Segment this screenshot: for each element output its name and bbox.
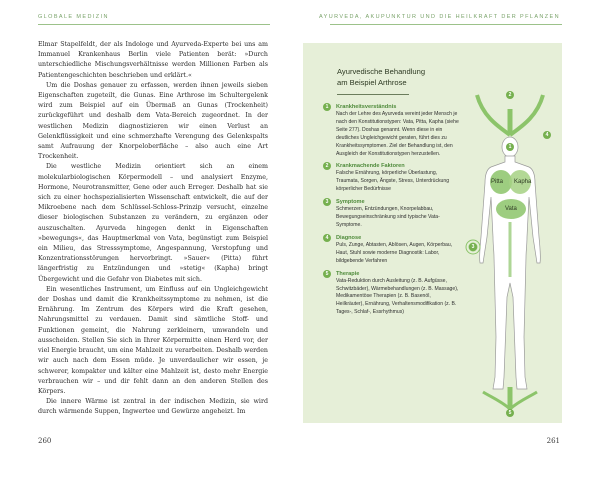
section-body: Schmerzen, Entzündungen, Knorpelabbau, Bewegungseinschränkung sind typische Vata-Symptome. xyxy=(336,206,440,228)
page-header-left: GLOBALE MEDIZIN xyxy=(38,14,109,20)
marker-1: 1 xyxy=(506,143,514,151)
section-heading-text: Therapie xyxy=(336,270,360,277)
flow-arrow xyxy=(510,392,537,409)
flow-arrow xyxy=(510,95,543,135)
body-figure xyxy=(463,87,557,419)
page-number-left: 260 xyxy=(38,437,52,445)
left-page-body xyxy=(38,40,268,418)
page-number-right: 261 xyxy=(546,437,560,445)
panel-subtitle-line: am Beispiel Arthrose xyxy=(337,77,407,87)
pitta-label: Pitta xyxy=(491,179,504,185)
section-heading xyxy=(323,103,459,111)
header-rule-left xyxy=(38,24,270,25)
section-heading-text: Symptome xyxy=(336,199,365,206)
number-badge: 4 xyxy=(323,234,331,242)
number-badge: 1 xyxy=(323,103,331,111)
paragraph: Elmar Stapelfeldt, der als Indologe und Ayurveda-Experte bei uns am Immanuel Krankenhaus Berlin viele Patienten berät: »Durch unterschiedliche Mischungsverhältnisse werden Millionen Farben als Patientengeschichten beschrieben und erklärt.« xyxy=(38,41,268,79)
info-panel xyxy=(303,43,562,423)
header-rule-right xyxy=(330,24,562,25)
paragraph: Um die Doshas genauer zu erfassen, werden ihnen jeweils sieben Eigenschaften zugeteilt, die Gunas. Eine Arthrose im Schultergelenk wird zum Beispiel auf ein Übermaß an Gunas (Trockenheit) zurückgeführt und deshalb dem Vata-Bereich zugeordnet. In der westlichen Medizin diagnostizieren wir einen Verlust an Gelenkflüssigkeit und eine schmerzhafte Verengung des Gelenkspalts samt Aufrauung der Knorpeloberfläche – also auch eine Art Trockenheit. xyxy=(38,81,268,161)
panel-divider xyxy=(337,94,409,95)
marker-3: 3 xyxy=(469,243,477,251)
marker-2: 2 xyxy=(506,91,514,99)
section-body: Puls, Zunge, Abtasten, Ablösen, Augen, Körperbau, Haut, Stuhl sowie moderne Diagnostik: Labor, bildgebende Verfahren xyxy=(336,241,453,264)
section-factors xyxy=(323,162,459,194)
paragraph: Ein wesentliches Instrument, um Einfluss auf ein Ungleichgewicht der Doshas und damit die Krankheitssymptome zu nehmen, ist die Ernährung. Im Zentrum des Körpers wird die Kraft gesehen, Nahrungsmittel zu verdauen. Damit sind sämtliche Stoff- und Funktionen gemeint, die Nahrung zerkleinern, umwandeln und ausscheiden. Stellen Sie sich in Ihrer Körpermitte einen Herd vor, der viel Energie braucht, um eine Mahlzeit zu verarbeiten. Deshalb werden wir auch nach dem Essen müde. Je unverdaulicher wir essen, je schwerer, kompakter und kälter eine Mahlzeit ist, desto mehr Energie verbrauchen wir – und dir fehlt dann an den anderen Stellen des Körpers. xyxy=(38,285,268,395)
section-symptoms xyxy=(323,198,459,230)
flow-arrow xyxy=(477,95,510,135)
kapha-label: Kapha xyxy=(514,179,532,185)
section-diagnosis xyxy=(323,234,459,266)
number-badge: 2 xyxy=(323,162,331,170)
marker-5: 5 xyxy=(506,409,514,417)
flow-arrow xyxy=(483,392,510,409)
section-heading xyxy=(323,234,459,242)
vata-label: Vata xyxy=(505,206,517,212)
section-heading-text: Krankmachende Faktoren xyxy=(336,163,405,170)
page-header-right: AYURVEDA, AKUPUNKTUR UND DIE HEILKRAFT DER PFLANZEN xyxy=(318,14,560,20)
section-body: Falsche Ernährung, körperliche Überlastung, Traumata, Sorgen, Ängste, Stress, Unterdrückung körperlicher Bedürfnisse xyxy=(336,170,450,193)
panel-sections xyxy=(323,103,459,321)
number-badge: 5 xyxy=(323,270,331,278)
section-heading-text: Krankheitsverständnis xyxy=(336,104,397,110)
section-heading xyxy=(323,162,459,170)
section-body: Nach der Lehre des Ayurveda vereint jeder Mensch je nach den Konstitutionstypen: Vata, Pitta, Kapha (siehe Seite 277). Doshas genannt. Wenn diese in ein deutliches Ungleichgewicht geraten, führt dies zu Krankheitssymptomen. Ziel der Behandlung ist, den Ausgleich der Konstitutionstypen herzustellen. xyxy=(336,111,459,157)
panel-title-line: Ayurvedische Behandlung xyxy=(337,67,426,76)
section-heading xyxy=(323,198,459,206)
section-heading-text: Diagnose xyxy=(336,234,362,241)
panel-title xyxy=(337,67,425,88)
number-badge: 3 xyxy=(323,198,331,206)
section-body: Vata-Reduktion durch Ausleitung (z. B. Aufgüsse, Schwitzbäder), Wärmebehandlungen (z. B. Massage), Medikamentöse Therapien (z. B. Basenöl, Heilkräuter), Ernährung, Verhaltensmodifikation (z. B. Tages-, Schlaf-, Essrhythmus) xyxy=(336,277,459,316)
section-understanding xyxy=(323,103,459,158)
paragraph: Die westliche Medizin orientiert sich an einem molekularbiologischen Körpermodell – und analysiert Enzyme, Hormone, Neurotransmitter, Gene oder auch Erreger. Deshalb hat sie sich zu einer hochspezialisierten Wissenschaft entwickelt, die auf der Mikroebene nach dem Schlüssel-Schloss-Prinzip versucht, einzelne dieser biologischen Substanzen zu verändern, zu ergänzen oder auszuschalten. Ayurveda hingegen denkt in Eigenschaften »bewegungs«, das Hauptmerkmal von Vata, begünstigt zum Beispiel ein Milieu, das Stresssymptome, Angespannung, Verstopfung und Konzentrationsstörungen hervorbringt. »Sauer« (Pitta) führt längerfristig zu Entzündungen und »stetig« (Kapha) bringt Übergewicht und die Gefahr von Diabetes mit sich. xyxy=(38,163,268,283)
marker-4: 4 xyxy=(543,131,551,139)
section-therapy xyxy=(323,270,459,318)
section-heading xyxy=(323,270,459,278)
paragraph: Die innere Wärme ist zentral in der indischen Medizin, sie wird durch wärmende Suppen, Ingwertee und Gewürze angeheizt. Im xyxy=(38,398,268,416)
